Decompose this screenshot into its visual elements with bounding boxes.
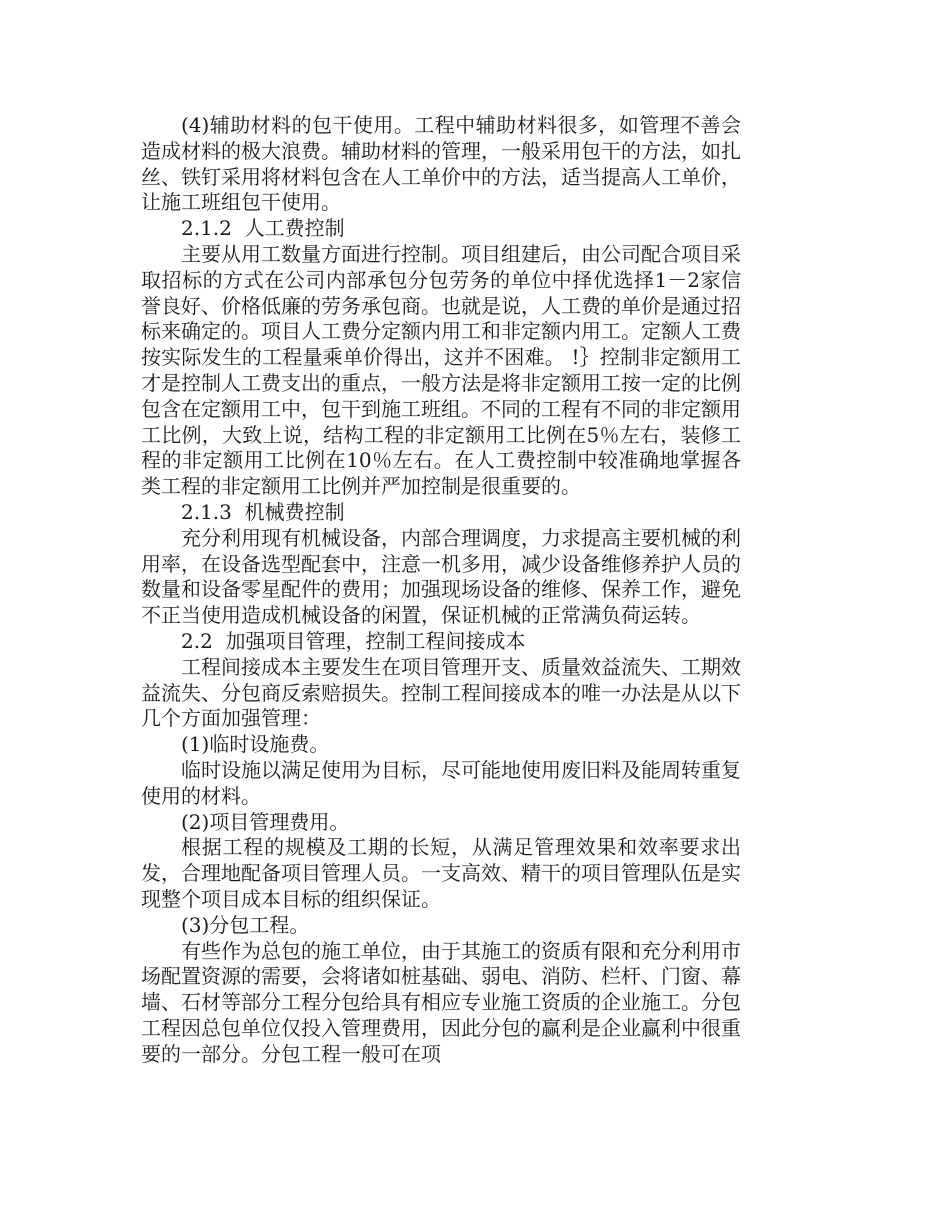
document-page xyxy=(141,113,741,1067)
paragraph-temporary-facilities: 临时设施以满足使用为目标，尽可能地使用废旧料及能周转重复使用的材料。 xyxy=(141,757,741,808)
paragraph-labor-cost: 主要从用工数量方面进行控制。项目组建后，由公司配合项目采取招标的方式在公司内部承包分包劳务的单位中择优选择1－2家信誉良好、价格低廉的劳务承包商。也就是说，人工费的单价是通过招标来确定的。项目人工费分定额内用工和非定额内用工。定额人工费按实际发生的工程量乘单价得出，这并不困难。 !｝控制非定额用工才是控制人工费支出的重点，一般方法是将非定额用工按一定的比例包含在定额用工中，包干到施工班组。不同的工程有不同的非定额用工比例，大致上说，结构工程的非定额用工比例在5％左右，装修工程的非定额用工比例在10％左右。在人工费控制中较准确地掌握各类工程的非定额用工比例并严加控制是很重要的。 xyxy=(141,241,741,499)
paragraph-machinery-cost: 充分利用现有机械设备，内部合理调度，力求提高主要机械的利用率，在设备选型配套中，注意一机多用，减少设备维修养护人员的数量和设备零星配件的费用；加强现场设备的维修、保养工作，避免不正当使用造成机械设备的闲置，保证机械的正常满负荷运转。 xyxy=(141,525,741,628)
list-item-subcontracting: (3)分包工程。 xyxy=(181,912,310,937)
paragraph-management-fee: 根据工程的规模及工期的长短，从满足管理效果和效率要求出发，合理地配备项目管理人员。一支高效、精干的项目管理队伍是实现整个项目成本目标的组织保证。 xyxy=(141,835,741,911)
paragraph-auxiliary-materials: (4)辅助材料的包干使用。工程中辅助材料很多，如管理不善会造成材料的极大浪费。辅助材料的管理，一般采用包干的方法，如扎丝、铁钉采用将材料包含在人工单价中的方法，适当提高人工单价，让施工班组包干使用。 xyxy=(141,113,741,215)
list-item-temporary-facilities: (1)临时设施费。 xyxy=(181,732,330,757)
section-heading-labor-cost: 2.1.2 人工费控制 xyxy=(181,216,345,241)
paragraph-indirect-cost: 工程间接成本主要发生在项目管理开支、质量效益流失、工期效益流失、分包商反索赔损失。控制工程间接成本的唯一办法是从以下几个方面加强管理： xyxy=(141,654,741,731)
section-heading-indirect-cost: 2.2 加强项目管理，控制工程间接成本 xyxy=(181,628,526,653)
paragraph-subcontracting: 有些作为总包的施工单位，由于其施工的资质有限和充分利用市场配置资源的需要，会将诸如桩基础、弱电、消防、栏杆、门窗、幕墙、石材等部分工程分包给具有相应专业施工资质的企业施工。分包工程因总包单位仅投入管理费用，因此分包的赢利是企业赢利中很重要的一部分。分包工程一般可在项 xyxy=(141,938,741,1066)
list-item-management-fee: (2)项目管理费用。 xyxy=(181,809,350,834)
section-heading-machinery-cost: 2.1.3 机械费控制 xyxy=(181,499,345,524)
